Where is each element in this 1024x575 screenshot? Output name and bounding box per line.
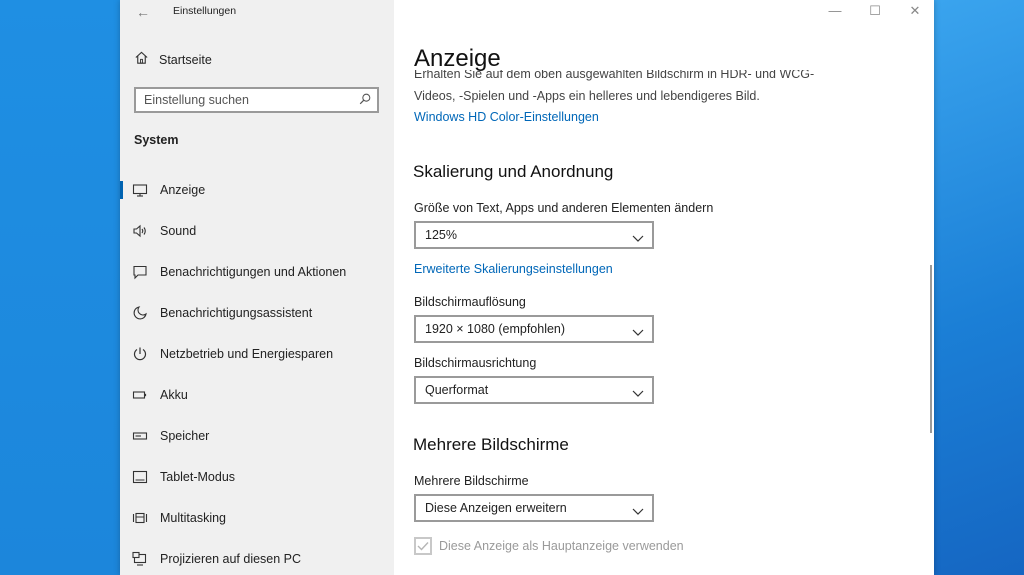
multi-display-section-title: Mehrere Bildschirme [413, 435, 569, 454]
sidebar-item-label: Speicher [160, 429, 210, 443]
sidebar-item-label: Benachrichtigungsassistent [160, 306, 313, 320]
sidebar-item-tablet-mode[interactable] [120, 462, 394, 492]
sidebar-item-label: Tablet-Modus [160, 470, 236, 484]
home-label: Startseite [159, 53, 212, 67]
sidebar-item-label: Anzeige [160, 183, 206, 197]
sidebar-item-label: Benachrichtigungen und Aktionen [160, 265, 347, 279]
main-display-checkbox-label: Diese Anzeige als Hauptanzeige verwenden [439, 539, 684, 553]
desktop-background-right [934, 0, 1024, 575]
page-title: Anzeige [414, 45, 501, 72]
storage-icon [132, 428, 148, 444]
multi-display-dropdown-value: Diese Anzeigen erweitern [425, 501, 567, 515]
section-label-system: System [134, 133, 179, 147]
tablet-icon [132, 469, 148, 485]
battery-icon [132, 387, 148, 403]
back-button[interactable]: ← [136, 4, 150, 20]
sidebar-item-label: Projizieren auf diesen PC [160, 552, 302, 566]
main-content [394, 0, 934, 575]
orientation-dropdown[interactable] [414, 376, 654, 404]
sidebar-item-label: Multitasking [160, 511, 226, 525]
search-icon[interactable] [358, 92, 372, 111]
scale-dropdown-value: 125% [425, 228, 457, 242]
chevron-down-icon [632, 230, 644, 248]
speaker-icon [132, 223, 148, 239]
moon-icon [132, 305, 148, 321]
search-input[interactable] [144, 92, 354, 108]
resolution-dropdown[interactable] [414, 315, 654, 343]
home-icon [134, 50, 149, 70]
sidebar-item-storage[interactable] [120, 421, 394, 451]
orientation-dropdown-value: Querformat [425, 383, 489, 397]
scrollbar-thumb[interactable] [930, 265, 932, 433]
settings-window [120, 0, 934, 575]
sidebar-item-label: Sound [160, 224, 197, 238]
scaling-section-title: Skalierung und Anordnung [413, 162, 614, 181]
main-display-checkbox[interactable] [414, 537, 432, 555]
multitasking-icon [132, 510, 148, 526]
notification-icon [132, 264, 148, 280]
sidebar-item-label: Akku [160, 388, 188, 402]
sidebar [120, 0, 394, 575]
orientation-label: Bildschirmausrichtung [414, 356, 537, 370]
minimize-button[interactable]: — [828, 3, 842, 18]
maximize-button[interactable]: ☐ [869, 3, 881, 18]
sidebar-item-power[interactable] [120, 339, 394, 369]
sidebar-item-focus-assist[interactable] [120, 298, 394, 328]
chevron-down-icon [632, 324, 644, 342]
sidebar-item-sound[interactable] [120, 216, 394, 246]
resolution-label: Bildschirmauflösung [414, 295, 526, 309]
chevron-down-icon [632, 385, 644, 403]
close-button[interactable]: ✕ [909, 3, 921, 18]
hd-color-settings-link[interactable]: Windows HD Color-Einstellungen [414, 110, 599, 124]
project-icon [132, 551, 148, 567]
resolution-dropdown-value: 1920 × 1080 (empfohlen) [425, 322, 566, 336]
search-box [134, 87, 379, 113]
multi-display-label: Mehrere Bildschirme [414, 474, 529, 488]
power-icon [132, 346, 148, 362]
hdr-description-line2: Videos, -Spielen und -Apps ein helleres und lebendigeres Bild. [414, 89, 760, 103]
sidebar-item-multitasking[interactable] [120, 503, 394, 533]
monitor-icon [132, 182, 148, 198]
sidebar-item-label: Netzbetrieb und Energiesparen [160, 347, 334, 361]
hdr-description-clip [414, 70, 814, 86]
advanced-scaling-link[interactable]: Erweiterte Skalierungseinstellungen [414, 262, 613, 276]
app-title: Einstellungen [173, 5, 237, 17]
selection-indicator [120, 181, 123, 199]
home-link[interactable] [134, 50, 212, 70]
sidebar-item-project-to-pc[interactable] [120, 544, 394, 574]
chevron-down-icon [632, 503, 644, 521]
desktop-background-left [0, 0, 120, 575]
scale-label: Größe von Text, Apps und anderen Elementen ändern [414, 201, 714, 215]
sidebar-item-battery[interactable] [120, 380, 394, 410]
multi-display-dropdown[interactable] [414, 494, 654, 522]
sidebar-item-notifications[interactable] [120, 257, 394, 287]
sidebar-item-anzeige[interactable] [120, 175, 394, 205]
scale-dropdown[interactable] [414, 221, 654, 249]
hdr-description-line1: Erhalten Sie auf dem oben ausgewählten Bildschirm in HDR- und WCG- [414, 70, 814, 81]
